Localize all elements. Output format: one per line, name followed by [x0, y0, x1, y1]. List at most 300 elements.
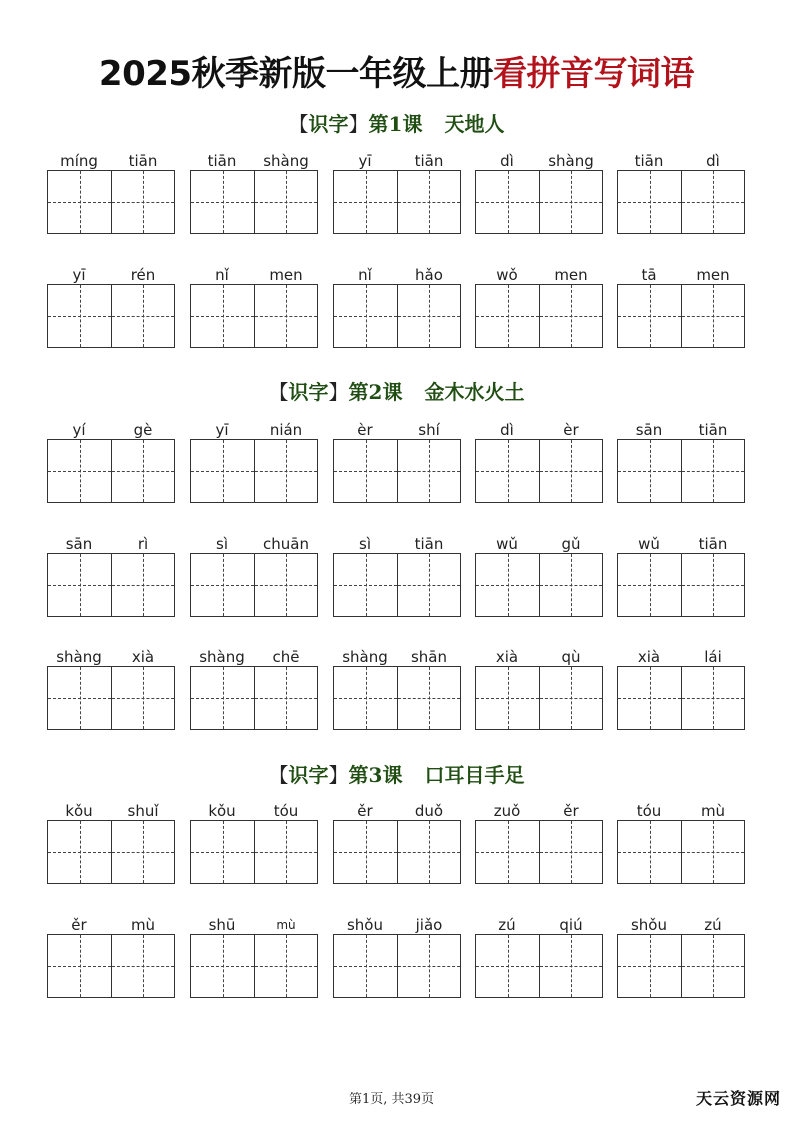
writing-cell[interactable] — [48, 285, 111, 347]
tianzige-box — [617, 934, 745, 998]
pinyin-syllable: lái — [704, 648, 722, 666]
guide-line-horizontal — [255, 202, 317, 203]
lesson-heading-1 — [0, 108, 793, 137]
writing-cell[interactable] — [618, 935, 681, 997]
writing-cell[interactable] — [111, 285, 174, 347]
word-item — [333, 916, 462, 938]
guide-line-horizontal — [112, 966, 174, 967]
word-item — [617, 421, 746, 443]
guide-line-horizontal — [398, 585, 460, 586]
guide-line-horizontal — [191, 316, 254, 317]
word-item — [190, 421, 319, 443]
writing-cell[interactable] — [539, 440, 602, 502]
pinyin-syllable: nǐ — [358, 266, 372, 284]
word-item — [190, 535, 319, 557]
tianzige-box — [475, 439, 603, 503]
guide-line-horizontal — [682, 966, 744, 967]
pinyin-syllable: xià — [131, 648, 155, 666]
guide-line-horizontal — [255, 316, 317, 317]
guide-line-horizontal — [618, 316, 681, 317]
pinyin-syllable: shàng — [548, 152, 594, 170]
lesson-tag: 识字 — [288, 763, 329, 787]
tianzige-box — [47, 439, 175, 503]
writing-cell[interactable] — [539, 285, 602, 347]
guide-line-horizontal — [476, 585, 539, 586]
tianzige-box — [333, 820, 461, 884]
guide-line-horizontal — [48, 202, 111, 203]
writing-cell[interactable] — [191, 821, 254, 883]
guide-line-horizontal — [191, 852, 254, 853]
pinyin-syllable: shǒu — [630, 916, 667, 934]
writing-cell[interactable] — [254, 667, 317, 729]
guide-line-horizontal — [48, 585, 111, 586]
pinyin-syllable: duǒ — [414, 802, 444, 820]
writing-cell[interactable] — [539, 667, 602, 729]
writing-cell[interactable] — [48, 935, 111, 997]
guide-line-horizontal — [334, 471, 397, 472]
tianzige-box — [475, 553, 603, 617]
tianzige-box — [617, 439, 745, 503]
guide-line-horizontal — [682, 698, 744, 699]
guide-line-horizontal — [682, 852, 744, 853]
pinyin-syllable: kǒu — [208, 802, 236, 820]
word-item — [475, 535, 604, 557]
writing-cell[interactable] — [191, 935, 254, 997]
writing-cell[interactable] — [48, 821, 111, 883]
tianzige-box — [617, 666, 745, 730]
pinyin-syllable: tiān — [698, 421, 728, 439]
guide-line-horizontal — [48, 852, 111, 853]
guide-line-horizontal — [334, 852, 397, 853]
lesson-heading-2 — [0, 376, 793, 405]
tianzige-box — [475, 820, 603, 884]
pinyin-syllable: mù — [130, 916, 156, 934]
writing-cell[interactable] — [476, 667, 539, 729]
guide-line-horizontal — [618, 471, 681, 472]
guide-line-horizontal — [48, 316, 111, 317]
guide-line-horizontal — [540, 202, 602, 203]
guide-line-horizontal — [334, 585, 397, 586]
guide-line-horizontal — [540, 585, 602, 586]
pinyin-syllable: sì — [359, 535, 371, 553]
lesson-name: 口耳目手足 — [424, 763, 525, 787]
writing-cell[interactable] — [476, 554, 539, 616]
guide-line-horizontal — [398, 202, 460, 203]
pinyin-syllable: mù — [700, 802, 726, 820]
tianzige-box — [47, 666, 175, 730]
guide-line-horizontal — [476, 316, 539, 317]
writing-cell[interactable] — [476, 285, 539, 347]
pinyin-syllable: tā — [641, 266, 657, 284]
guide-line-horizontal — [540, 698, 602, 699]
guide-line-horizontal — [398, 471, 460, 472]
guide-line-horizontal — [476, 852, 539, 853]
writing-cell[interactable] — [48, 171, 111, 233]
guide-line-horizontal — [682, 471, 744, 472]
word-item — [47, 916, 176, 938]
tianzige-box — [333, 666, 461, 730]
writing-cell[interactable] — [476, 171, 539, 233]
pinyin-syllable: tiān — [414, 152, 444, 170]
lesson-name: 金木水火土 — [424, 380, 525, 404]
writing-cell[interactable] — [254, 440, 317, 502]
guide-line-horizontal — [191, 585, 254, 586]
word-item — [475, 648, 604, 670]
word-item — [617, 152, 746, 174]
guide-line-horizontal — [112, 585, 174, 586]
writing-cell[interactable] — [334, 554, 397, 616]
tianzige-box — [47, 284, 175, 348]
pinyin-syllable: xià — [637, 648, 661, 666]
word-item — [617, 916, 746, 938]
guide-line-horizontal — [618, 966, 681, 967]
pinyin-syllable: chē — [272, 648, 300, 666]
tianzige-box — [617, 284, 745, 348]
writing-cell[interactable] — [254, 821, 317, 883]
pinyin-syllable: qiú — [559, 916, 583, 934]
word-item — [47, 152, 176, 174]
lesson-number: 第3课 — [348, 763, 403, 787]
guide-line-horizontal — [398, 852, 460, 853]
tianzige-box — [333, 170, 461, 234]
tianzige-box — [47, 820, 175, 884]
writing-cell[interactable] — [539, 821, 602, 883]
pinyin-syllable: dì — [500, 152, 514, 170]
pinyin-syllable: qù — [561, 648, 581, 666]
writing-cell[interactable] — [111, 554, 174, 616]
watermark: 天云资源网 — [696, 1089, 782, 1108]
guide-line-horizontal — [191, 966, 254, 967]
writing-cell[interactable] — [254, 935, 317, 997]
lesson-tag: 识字 — [308, 112, 349, 136]
pinyin-syllable: shuǐ — [127, 802, 159, 820]
guide-line-horizontal — [112, 698, 174, 699]
pinyin-syllable: nián — [269, 421, 303, 439]
bracket-open: 【 — [288, 112, 309, 136]
writing-cell[interactable] — [397, 935, 460, 997]
pinyin-syllable: zú — [498, 916, 516, 934]
bracket-open: 【 — [268, 763, 289, 787]
writing-cell[interactable] — [397, 821, 460, 883]
tianzige-box — [190, 666, 318, 730]
word-item — [617, 802, 746, 824]
writing-cell[interactable] — [48, 554, 111, 616]
pinyin-syllable: èr — [357, 421, 373, 439]
guide-line-horizontal — [398, 316, 460, 317]
pinyin-syllable: jiǎo — [415, 916, 443, 934]
writing-cell[interactable] — [681, 935, 744, 997]
pinyin-syllable: kǒu — [65, 802, 93, 820]
tianzige-box — [190, 934, 318, 998]
writing-cell[interactable] — [111, 667, 174, 729]
writing-cell[interactable] — [111, 171, 174, 233]
pinyin-syllable: tiān — [698, 535, 728, 553]
bracket-open: 【 — [268, 380, 289, 404]
word-item — [47, 266, 176, 288]
tianzige-box — [475, 666, 603, 730]
title-main: 2025秋季新版一年级上册 — [98, 54, 494, 94]
guide-line-horizontal — [112, 202, 174, 203]
writing-cell[interactable] — [334, 171, 397, 233]
writing-cell[interactable] — [334, 667, 397, 729]
writing-cell[interactable] — [111, 821, 174, 883]
pinyin-syllable: yī — [358, 152, 372, 170]
writing-cell[interactable] — [111, 935, 174, 997]
word-item — [47, 535, 176, 557]
pinyin-syllable: shū — [208, 916, 236, 934]
writing-cell[interactable] — [111, 440, 174, 502]
word-item — [190, 802, 319, 824]
writing-cell[interactable] — [191, 554, 254, 616]
guide-line-horizontal — [112, 316, 174, 317]
writing-cell[interactable] — [397, 285, 460, 347]
writing-cell[interactable] — [191, 171, 254, 233]
writing-cell[interactable] — [681, 171, 744, 233]
pinyin-syllable: yī — [72, 266, 86, 284]
pinyin-syllable: chuān — [263, 535, 309, 553]
guide-line-horizontal — [255, 852, 317, 853]
bracket-close: 】 — [348, 112, 369, 136]
guide-line-horizontal — [255, 966, 317, 967]
pinyin-syllable: wǔ — [638, 535, 660, 553]
writing-cell[interactable] — [476, 440, 539, 502]
word-item — [617, 648, 746, 670]
word-item — [333, 421, 462, 443]
writing-cell[interactable] — [397, 554, 460, 616]
writing-cell[interactable] — [681, 667, 744, 729]
pinyin-syllable: ěr — [357, 802, 373, 820]
writing-cell[interactable] — [618, 440, 681, 502]
word-item — [333, 266, 462, 288]
guide-line-horizontal — [48, 966, 111, 967]
word-item — [475, 266, 604, 288]
guide-line-horizontal — [48, 698, 111, 699]
writing-cell[interactable] — [254, 171, 317, 233]
lesson-heading-3 — [0, 759, 793, 788]
pinyin-syllable: míng — [60, 152, 98, 170]
pinyin-syllable: ěr — [563, 802, 579, 820]
pinyin-syllable: men — [269, 266, 303, 284]
word-item — [190, 152, 319, 174]
writing-cell[interactable] — [397, 171, 460, 233]
guide-line-horizontal — [682, 202, 744, 203]
pinyin-syllable: men — [554, 266, 588, 284]
tianzige-box — [475, 170, 603, 234]
tianzige-box — [190, 284, 318, 348]
guide-line-horizontal — [540, 852, 602, 853]
tianzige-box — [47, 934, 175, 998]
bracket-close: 】 — [328, 763, 349, 787]
writing-cell[interactable] — [334, 935, 397, 997]
writing-cell[interactable] — [618, 821, 681, 883]
guide-line-horizontal — [191, 471, 254, 472]
tianzige-box — [333, 284, 461, 348]
word-item — [333, 152, 462, 174]
pinyin-syllable: sān — [65, 535, 93, 553]
guide-line-horizontal — [540, 966, 602, 967]
tianzige-box — [475, 934, 603, 998]
writing-cell[interactable] — [334, 821, 397, 883]
word-item — [475, 802, 604, 824]
pinyin-syllable: men — [696, 266, 730, 284]
pinyin-syllable: mù — [276, 918, 296, 932]
tianzige-box — [190, 820, 318, 884]
pinyin-syllable: tiān — [634, 152, 664, 170]
guide-line-horizontal — [398, 966, 460, 967]
pinyin-syllable: zuǒ — [493, 802, 521, 820]
writing-cell[interactable] — [681, 440, 744, 502]
word-item — [333, 535, 462, 557]
writing-cell[interactable] — [334, 285, 397, 347]
pinyin-syllable: dì — [706, 152, 720, 170]
writing-cell[interactable] — [681, 554, 744, 616]
guide-line-horizontal — [618, 202, 681, 203]
tianzige-box — [475, 284, 603, 348]
lesson-name: 天地人 — [444, 112, 505, 136]
pinyin-syllable: tóu — [636, 802, 662, 820]
pinyin-syllable: gè — [133, 421, 153, 439]
writing-cell[interactable] — [191, 440, 254, 502]
pinyin-syllable: shān — [410, 648, 448, 666]
writing-cell[interactable] — [48, 440, 111, 502]
guide-line-horizontal — [618, 852, 681, 853]
guide-line-horizontal — [540, 316, 602, 317]
guide-line-horizontal — [255, 698, 317, 699]
title-highlight: 看拼音写词语 — [493, 54, 695, 94]
writing-cell[interactable] — [476, 935, 539, 997]
guide-line-horizontal — [540, 471, 602, 472]
guide-line-horizontal — [682, 316, 744, 317]
guide-line-horizontal — [618, 585, 681, 586]
guide-line-horizontal — [255, 471, 317, 472]
pinyin-syllable: wǒ — [496, 266, 518, 284]
guide-line-horizontal — [112, 471, 174, 472]
tianzige-box — [617, 553, 745, 617]
writing-cell[interactable] — [191, 667, 254, 729]
pinyin-syllable: shàng — [199, 648, 245, 666]
tianzige-box — [333, 553, 461, 617]
word-item — [333, 648, 462, 670]
word-item — [475, 152, 604, 174]
pinyin-syllable: tiān — [128, 152, 158, 170]
guide-line-horizontal — [334, 966, 397, 967]
guide-line-horizontal — [618, 698, 681, 699]
pinyin-syllable: rén — [130, 266, 156, 284]
guide-line-horizontal — [255, 585, 317, 586]
writing-cell[interactable] — [618, 667, 681, 729]
writing-cell[interactable] — [191, 285, 254, 347]
lesson-number: 第2课 — [348, 380, 403, 404]
pinyin-syllable: sān — [635, 421, 663, 439]
pinyin-syllable: nǐ — [215, 266, 229, 284]
writing-cell[interactable] — [539, 935, 602, 997]
word-item — [190, 916, 319, 938]
pinyin-syllable: yī — [215, 421, 229, 439]
writing-cell[interactable] — [618, 171, 681, 233]
word-item — [475, 421, 604, 443]
writing-cell[interactable] — [539, 554, 602, 616]
tianzige-box — [617, 170, 745, 234]
guide-line-horizontal — [191, 698, 254, 699]
pinyin-syllable: dì — [500, 421, 514, 439]
word-item — [47, 802, 176, 824]
writing-cell[interactable] — [618, 285, 681, 347]
guide-line-horizontal — [476, 966, 539, 967]
guide-line-horizontal — [334, 698, 397, 699]
guide-line-horizontal — [476, 698, 539, 699]
tianzige-box — [190, 439, 318, 503]
pinyin-syllable: tiān — [207, 152, 237, 170]
tianzige-box — [190, 553, 318, 617]
tianzige-box — [333, 934, 461, 998]
word-item — [47, 648, 176, 670]
writing-cell[interactable] — [334, 440, 397, 502]
writing-cell[interactable] — [618, 554, 681, 616]
word-item — [617, 535, 746, 557]
guide-line-horizontal — [398, 698, 460, 699]
guide-line-horizontal — [476, 471, 539, 472]
pinyin-syllable: xià — [495, 648, 519, 666]
guide-line-horizontal — [334, 316, 397, 317]
guide-line-horizontal — [334, 202, 397, 203]
writing-cell[interactable] — [397, 667, 460, 729]
pinyin-syllable: ěr — [71, 916, 87, 934]
writing-cell[interactable] — [397, 440, 460, 502]
pinyin-syllable: shǒu — [346, 916, 383, 934]
word-item — [475, 916, 604, 938]
guide-line-horizontal — [476, 202, 539, 203]
tianzige-box — [47, 553, 175, 617]
pinyin-syllable: yí — [72, 421, 86, 439]
pinyin-syllable: shàng — [56, 648, 102, 666]
writing-cell[interactable] — [254, 285, 317, 347]
pinyin-syllable: rì — [137, 535, 149, 553]
pinyin-syllable: èr — [563, 421, 579, 439]
pinyin-syllable: tiān — [414, 535, 444, 553]
word-item — [47, 421, 176, 443]
writing-cell[interactable] — [254, 554, 317, 616]
writing-cell[interactable] — [539, 171, 602, 233]
guide-line-horizontal — [682, 585, 744, 586]
pinyin-syllable: shàng — [263, 152, 309, 170]
pinyin-syllable: sì — [216, 535, 228, 553]
lesson-tag: 识字 — [288, 380, 329, 404]
guide-line-horizontal — [112, 852, 174, 853]
pinyin-syllable: shàng — [342, 648, 388, 666]
pinyin-syllable: wǔ — [496, 535, 518, 553]
tianzige-box — [190, 170, 318, 234]
tianzige-box — [333, 439, 461, 503]
writing-cell[interactable] — [48, 667, 111, 729]
pinyin-syllable: tóu — [273, 802, 299, 820]
writing-cell[interactable] — [681, 285, 744, 347]
bracket-close: 】 — [328, 380, 349, 404]
pinyin-syllable: gǔ — [561, 535, 581, 553]
word-item — [190, 648, 319, 670]
tianzige-box — [617, 820, 745, 884]
word-item — [190, 266, 319, 288]
writing-cell[interactable] — [681, 821, 744, 883]
tianzige-box — [47, 170, 175, 234]
page-indicator: 第1页, 共39页 — [349, 1092, 435, 1107]
pinyin-syllable: zú — [704, 916, 722, 934]
pinyin-syllable: shí — [418, 421, 440, 439]
writing-cell[interactable] — [476, 821, 539, 883]
page-title — [0, 46, 793, 95]
pinyin-syllable: hǎo — [415, 266, 443, 284]
word-item — [617, 266, 746, 288]
word-item — [333, 802, 462, 824]
